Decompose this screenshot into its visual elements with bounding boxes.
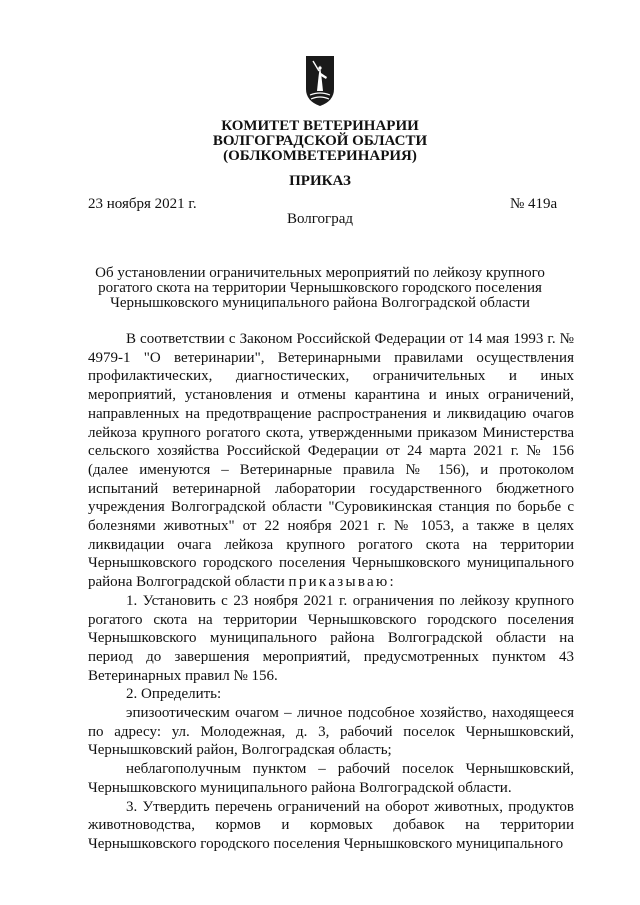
org-name-line2: ВОЛГОГРАДСКОЙ ОБЛАСТИ (212, 133, 428, 149)
item-1-paragraph: 1. Установить с 23 ноября 2021 г. ограничения по лейкозу крупного рогатого скота на территории Чернышковского городского поселения Чернышковского муниципального района Волгоградской области на период до завершения мероприятий, предусмотренных пунктом 43 Ветеринарных правил № 156. (88, 592, 574, 684)
order-body (88, 330, 574, 854)
item-2b-paragraph: неблагополучным пунктом – рабочий поселок Чернышковский, Чернышковского муниципального района Волгоградской области. (88, 761, 574, 796)
order-title-line2: рогатого скота на территории Чернышковского городского поселения (98, 280, 542, 296)
order-date: 23 ноября 2021 г. (88, 196, 197, 212)
order-title-line1: Об установлении ограничительных мероприятий по лейкозу крупного (95, 265, 545, 281)
preamble-paragraph (88, 330, 574, 592)
preamble-text: В соответствии с Законом Российской Федерации от 14 мая 1993 г. № 4979-1 "О ветеринарии", Ветеринарными правилами осуществления профилактических, диагностических, ограничительных и иных мероприятий, установления и отмены карантина и иных ограничений, направленных на предотвращение распространения и ликвидацию очагов лейкоза крупного рогатого скота, утвержденными приказом Министерства сельского хозяйства Российской Федерации от 24 марта 2021 г. № 156 (далее именуются – Ветеринарные правила № 156), и протоколом испытаний ветеринарной лаборатории государственного бюджетного учреждения Волгоградской области "Суровикинская станция по борьбе с болезнями животных" от 22 ноября 2021 г. № 1053, а также в целях ликвидации очага лейкоза крупного рогатого скота на территории Чернышковского городского поселения Чернышковского муниципального района Волгоградской области (88, 331, 574, 591)
item-2-paragraph: 2. Определить: (126, 686, 222, 703)
org-name-line1: КОМИТЕТ ВЕТЕРИНАРИИ (221, 118, 419, 134)
item-3-paragraph: 3. Утвердить перечень ограничений на оборот животных, продуктов животноводства, кормов и кормовых добавок на территории Чернышковского городского поселения Чернышковского муниципального (88, 798, 574, 852)
order-title-line3: Чернышковского муниципального района Волгоградской области (110, 295, 530, 311)
orders-word: приказываю: (288, 574, 396, 591)
org-name-line3: (ОБЛКОМВЕТЕРИНАРИЯ) (223, 148, 417, 164)
item-2a-paragraph: эпизоотическим очагом – личное подсобное хозяйство, находящееся по адресу: ул. Молодежная, д. 3, рабочий поселок Чернышковский, Чернышковский район, Волгоградская область; (88, 705, 574, 759)
document-type: ПРИКАЗ (289, 173, 351, 189)
volgograd-emblem-icon (305, 55, 335, 107)
order-city: Волгоград (286, 211, 353, 227)
order-number: № 419а (510, 196, 558, 212)
